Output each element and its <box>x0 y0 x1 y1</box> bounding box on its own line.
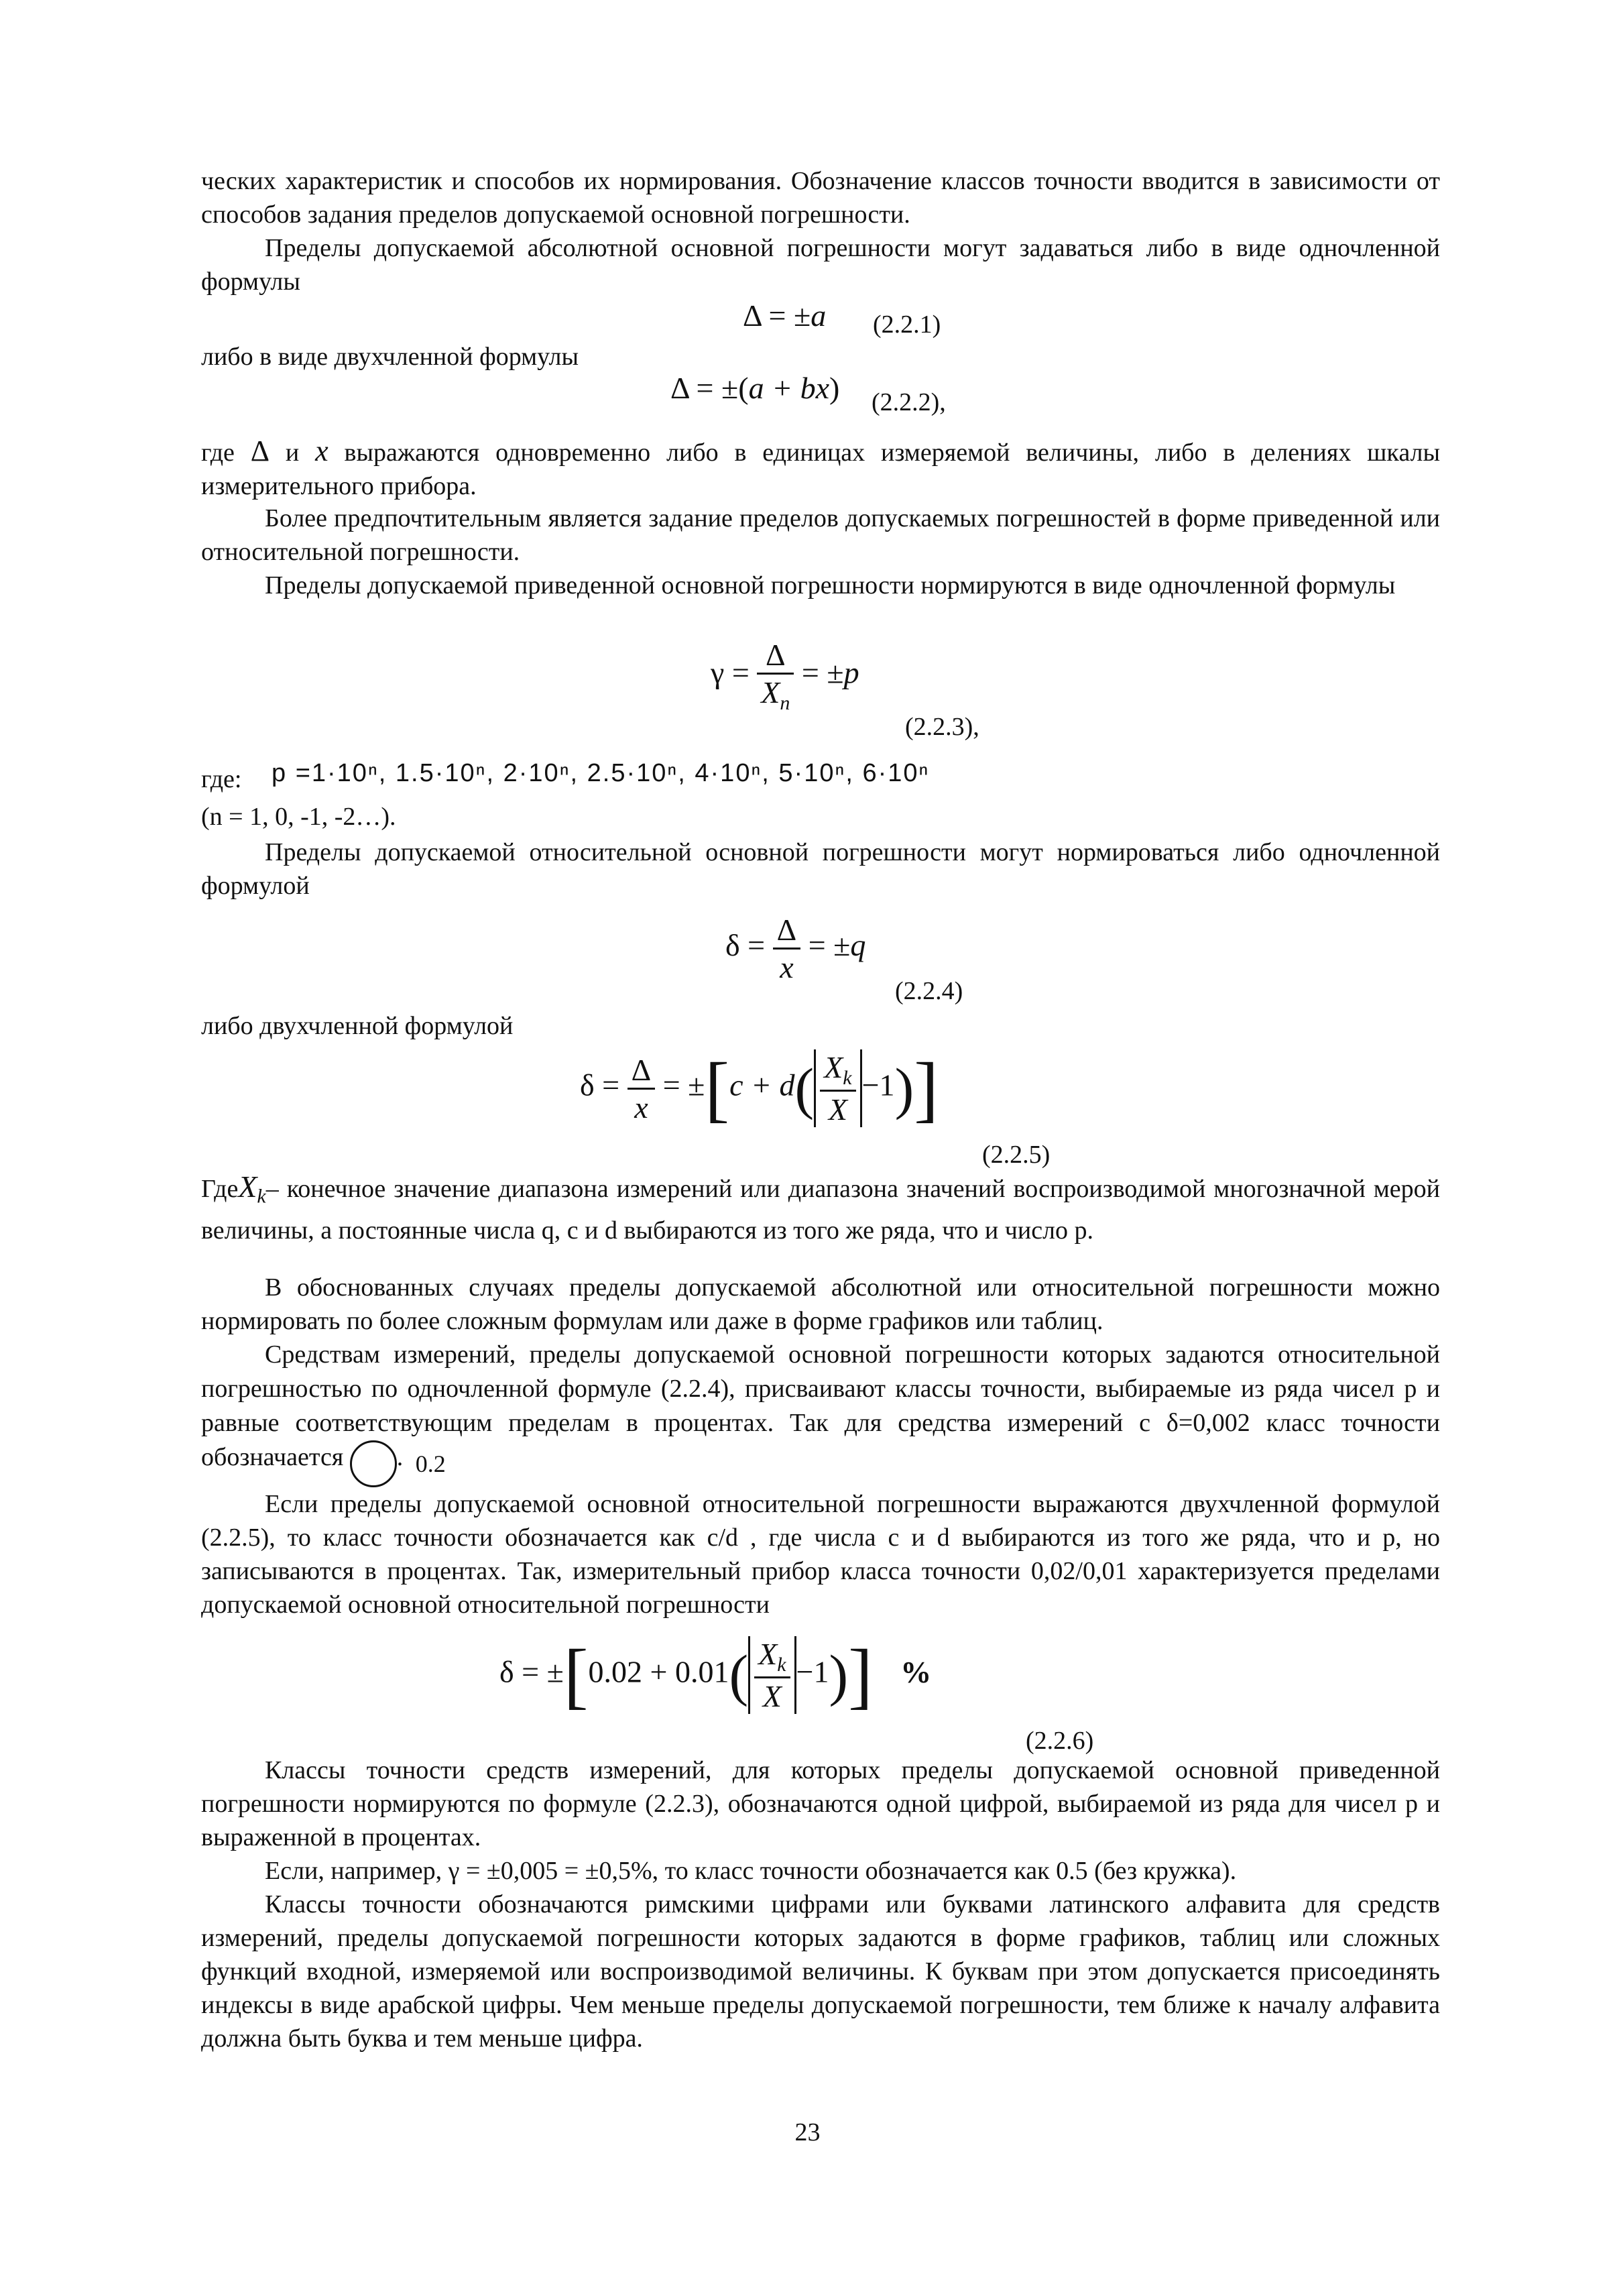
right-bracket: ] <box>914 1047 939 1130</box>
formula-number-2-2-3: (2.2.3), <box>905 713 979 741</box>
text-and: и <box>285 439 300 467</box>
paragraph-14: Классы точности средств измерений, для которых пределы допускаемой основной приведенной погрешности нормируются по формуле (2.2.3), обозначаются одной цифрой, выбираемой из ряда для чисел p и выраженной в процентах. <box>201 1756 1440 1851</box>
inner-denominator: X <box>754 1676 790 1714</box>
left-bracket: [ <box>705 1047 730 1130</box>
fraction-denominator: x <box>773 948 801 985</box>
formula-lhs: Δ = ± <box>743 298 811 333</box>
formula-var: p <box>843 655 859 690</box>
formula-2-2-6 <box>499 1634 932 1717</box>
absolute-value <box>814 1049 861 1127</box>
symbol-delta: Δ <box>250 435 270 467</box>
text-accuracy-class: Средствам измерений, пределы допускаемой основной погрешности которых задаются относительной погрешностью по одночленной формуле (2.2.4), присваивают классы точности, выбираемые из ряда чисел p и равные соответствующим пределам в процентах. Так для средства измерений с δ=0,002 класс точности обозначается <box>201 1340 1440 1471</box>
formula-lhs: γ = <box>711 655 750 690</box>
paragraph-10 <box>201 1170 1440 1247</box>
paragraph-2: Пределы допускаемой абсолютной основной погрешности могут задаваться либо в виде одночленной формулы <box>201 234 1440 296</box>
formula-lhs: Δ = ±( <box>670 371 749 405</box>
formula-lhs: δ = <box>725 928 766 963</box>
symbol-xk-subscript: k <box>257 1185 266 1208</box>
fraction-numerator: Δ <box>766 638 786 672</box>
paragraph-11: В обоснованных случаях пределы допускаемой абсолютной или относительной погрешности можно нормировать по более сложным формулам или даже в форме графиков или таблиц. <box>201 1273 1440 1335</box>
inner-numerator <box>754 1636 790 1676</box>
denominator-subscript: n <box>780 692 790 715</box>
fraction-numerator: Δ <box>776 913 797 947</box>
formula-2-2-4 <box>725 912 865 985</box>
accuracy-class-circle: 0.2 <box>350 1440 397 1487</box>
formula-2-2-2 <box>670 370 839 406</box>
paragraph-16: Классы точности обозначаются римскими цифрами или буквами латинского алфавита для средств измерений, пределы допускаемой погрешности которых задаются в форме графиков, таблиц или сложных функций входной, измеряемой или воспроизводимой величины. К буквам при этом допускается присоединять индексы в виде арабской цифры. Чем меньше пределы допускаемой погрешности, тем ближе к началу алфавита должна быть буква и тем меньше цифра. <box>201 1890 1440 2053</box>
page-number: 23 <box>794 2118 821 2146</box>
inner-denominator: X <box>820 1090 855 1127</box>
paragraph-8: Пределы допускаемой относительной основной погрешности могут нормироваться либо одночленной формулой <box>201 838 1440 900</box>
formula-lhs: δ = <box>580 1068 620 1102</box>
p-values-series: p =1·10ⁿ, 1.5·10ⁿ, 2·10ⁿ, 2.5·10ⁿ, 4·10ⁿ, 5·10ⁿ, 6·10ⁿ <box>272 759 930 787</box>
formula-2-2-1 <box>743 298 826 333</box>
left-paren: ( <box>794 1056 815 1121</box>
formula-lhs: δ = ± <box>499 1654 564 1689</box>
paragraph-6: Пределы допускаемой приведенной основной погрешности нормируются в виде одночленной формулы <box>265 571 1396 599</box>
formula-number-2-2-4: (2.2.4) <box>895 977 963 1005</box>
formula-2-2-5 <box>580 1047 939 1130</box>
formula-var: a + bx <box>748 371 830 405</box>
left-paren: ( <box>729 1643 749 1708</box>
text-where: где <box>201 439 235 467</box>
text-where-cap: Где <box>201 1175 239 1203</box>
paragraph-13: Если пределы допускаемой основной относительной погрешности выражаются двухчленной формулой (2.2.5), то класс точности обозначается как c/d , где числа c и d выбираются из того же ряда, что и p, но записываются в процентах. Так, измерительный прибор класса точности 0,02/0,01 характеризуется пределами допускаемой основной относительной погрешности <box>201 1490 1440 1619</box>
fraction-numerator: Δ <box>631 1052 652 1087</box>
inner-numerator-var: X <box>758 1637 778 1671</box>
text-where-label: где: <box>201 765 242 793</box>
formula-number-2-2-2: (2.2.2), <box>872 388 946 416</box>
formula-rhs: = ± <box>801 655 844 690</box>
formula-number-2-2-5: (2.2.5) <box>982 1141 1051 1169</box>
paragraph-9: либо двухчленной формулой <box>201 1012 514 1040</box>
minus-one: −1 <box>861 1068 895 1102</box>
paragraph-4 <box>201 435 1440 503</box>
percent-unit: % <box>900 1654 932 1689</box>
paragraph-5: Более предпочтительным является задание пределов допускаемых погрешностей в форме приведенной или относительной погрешности. <box>201 504 1440 566</box>
inner-numerator <box>820 1049 855 1090</box>
text-xk-definition: – конечное значение диапазона измерений или диапазона значений воспроизводимой многозначной мерой величины, а постоянные числа q, c и d выбираются из того же ряда, что и число p. <box>201 1175 1440 1245</box>
denominator-var: X <box>761 675 780 709</box>
paragraph-3: либо в виде двухчленной формулы <box>201 343 579 371</box>
formula-constants: 0.02 + 0.01 <box>588 1654 729 1689</box>
paragraph-1: ческих характеристик и способов их нормирования. Обозначение классов точности вводится в зависимости от способов задания пределов допускаемой основной погрешности. <box>201 167 1440 229</box>
text-expressed: выражаются одновременно либо в единицах измеряемой величины, либо в делениях шкалы измерительного прибора. <box>201 439 1441 500</box>
inner-numerator-var: X <box>824 1050 843 1084</box>
paragraph-12: Средствам измерений, пределы допускаемой основной погрешности которых задаются относительной погрешностью по одночленной формуле (2.2.4), присваивают классы точности, выбираемые из ряда чисел p и равные соответствующим пределам в процентах. Так для средства измерений с δ=0,002 класс точности обозначается 0.2. <box>201 1338 1440 1487</box>
formula-rhs: ) <box>829 371 840 405</box>
formula-number-2-2-6: (2.2.6) <box>1026 1727 1094 1755</box>
absolute-value <box>748 1636 796 1714</box>
symbol-x: x <box>315 435 328 467</box>
formula-var: a <box>811 298 827 333</box>
inner-numerator-subscript: k <box>777 1654 786 1676</box>
formula-2-2-3 <box>711 637 859 715</box>
n-values: (n = 1, 0, -1, -2…). <box>201 803 396 831</box>
formula-fraction <box>773 912 801 985</box>
formula-rhs: = ± <box>808 928 851 963</box>
inner-fraction <box>754 1636 790 1714</box>
formula-number-2-2-1: (2.2.1) <box>873 310 941 339</box>
paragraph-15: Если, например, γ = ±0,005 = ±0,5%, то класс точности обозначается как 0.5 (без кружка). <box>265 1857 1237 1885</box>
formula-var: q <box>850 928 866 963</box>
inner-fraction <box>820 1049 855 1127</box>
minus-one: −1 <box>796 1654 829 1689</box>
right-paren: ) <box>894 1056 914 1121</box>
symbol-xk: X <box>238 1169 257 1204</box>
right-bracket: ] <box>848 1634 873 1717</box>
right-paren: ) <box>829 1643 849 1708</box>
inner-numerator-subscript: k <box>843 1067 852 1090</box>
fraction-denominator <box>757 673 794 715</box>
left-bracket: [ <box>563 1634 589 1717</box>
formula-fraction <box>757 637 794 715</box>
formula-terms: c + d <box>729 1068 795 1102</box>
formula-fraction <box>627 1052 656 1125</box>
fraction-denominator: x <box>627 1088 656 1125</box>
formula-rhs: = ± <box>662 1068 705 1102</box>
